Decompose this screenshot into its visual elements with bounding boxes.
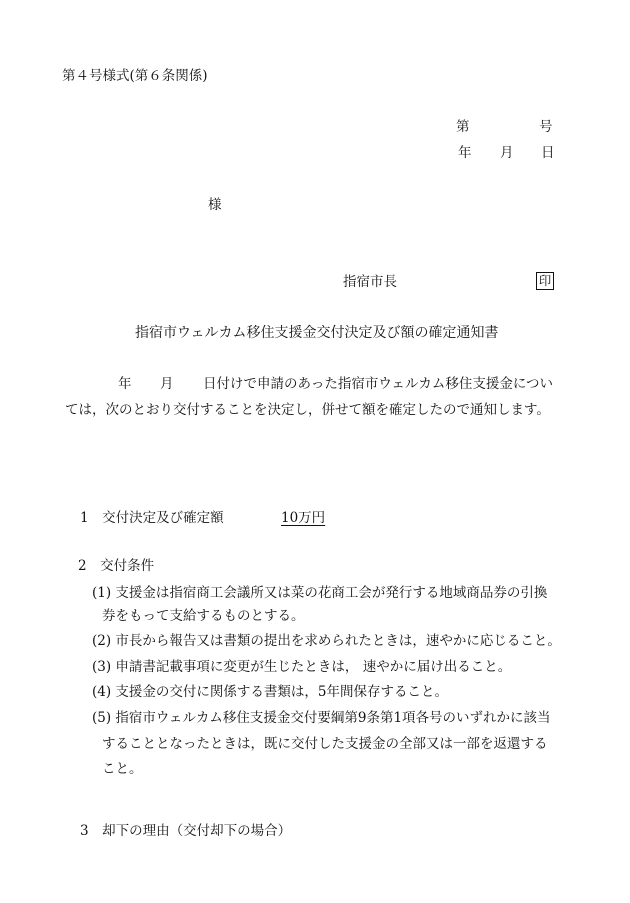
seal-stamp [536,272,554,290]
document-number-suffix: 号 [539,119,553,135]
seal-label: 印 [538,272,552,288]
date-month: 月 [500,145,514,161]
condition-5: (5) 指宿市ウェルカム移住支援金交付要綱第9条第1項各号のいずれかに該当 [92,710,551,726]
condition-4: (4) 支援金の交付に関係する書類は，5年間保存すること。 [92,684,449,700]
condition-1-cont: 券をもって支給するものとする。 [102,608,305,624]
body-line-2: ては，次のとおり交付することを決定し，併せて額を確定したので通知します。 [65,402,550,418]
addressee-honorific: 様 [208,197,222,213]
date-day: 日 [541,145,555,161]
condition-5-cont: することとなったときは，既に交付した支援金の全部又は一部を返還する [102,736,548,752]
body-month: 月 [160,376,174,392]
condition-2: (2) 市長から報告又は書類の提出を求められたときは，速やかに応じること。 [92,633,561,649]
section-3-label: 3 却下の理由（交付却下の場合） [80,823,292,839]
body-line-1 [0,378,630,394]
document-number-prefix: 第 [456,119,470,135]
document-title: 指宿市ウェルカム移住支援金交付決定及び額の確定通知書 [135,325,499,341]
sender-name: 指宿市長 [343,274,397,290]
condition-3: (3) 申請書記載事項に変更が生じたときは， 速やかに届け出ること。 [92,659,512,675]
section-1-amount: 10万円 [281,510,326,526]
date-year: 年 [458,145,472,161]
section-2-label: 2 交付条件 [78,558,155,574]
condition-1: (1) 支援金は指宿商工会議所又は菜の花商工会が発行する地域商品券の引換 [92,585,548,601]
body-line-1-text: 日付けで申請のあった指宿市ウェルカム移住支援金につい [203,376,554,392]
form-number: 第４号様式(第６条関係) [62,68,208,84]
section-1-label: 1 交付決定及び確定額 [80,510,224,526]
condition-5-cont-2: こと。 [102,761,143,777]
body-year: 年 [118,376,132,392]
